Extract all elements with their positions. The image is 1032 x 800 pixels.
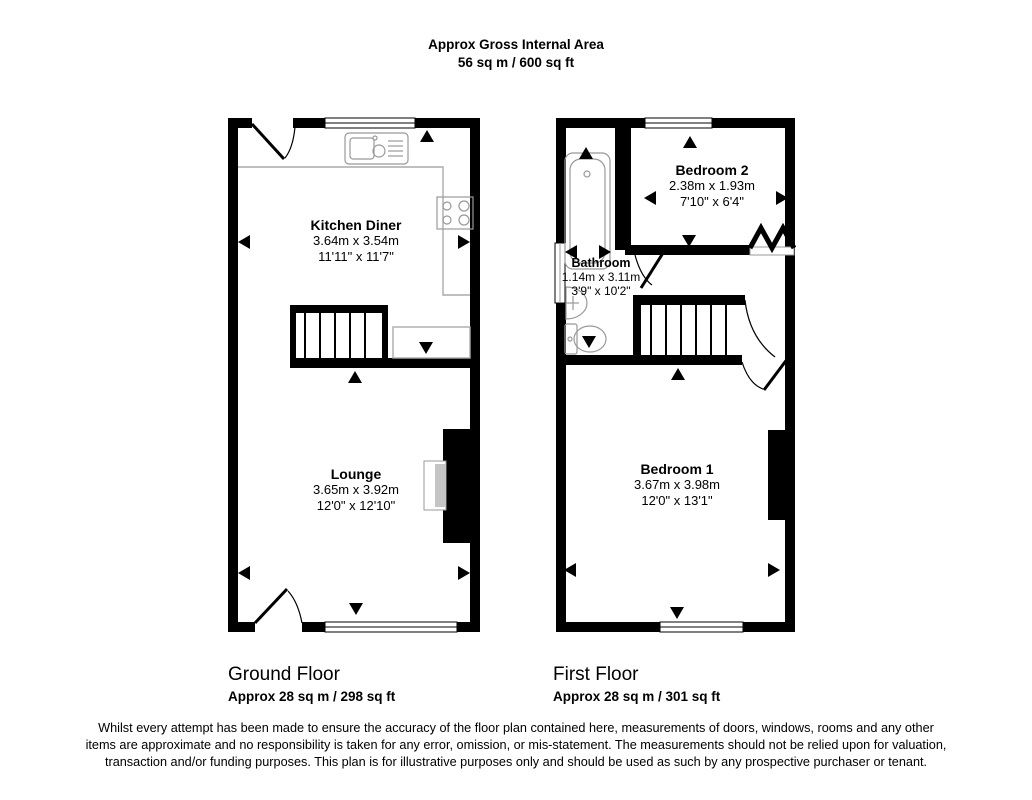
room-dim-metric: 1.14m x 3.11m: [561, 270, 641, 284]
ground-stairs: [290, 305, 388, 358]
room-label-bedroom-1: [634, 461, 720, 509]
lounge-window: [325, 622, 457, 632]
header-area-value: 56 sq m / 600 sq ft: [457, 55, 575, 70]
room-dim-metric: 3.67m x 3.98m: [634, 477, 720, 492]
room-label-kitchen-diner: [310, 217, 401, 265]
lounge-chimney-breast: [424, 429, 470, 543]
floor-name: Ground Floor: [228, 664, 340, 685]
room-dim-metric: 3.65m x 3.92m: [313, 482, 399, 497]
floor-area: Approx 28 sq m / 301 sq ft: [553, 689, 721, 704]
kitchen-window: [325, 118, 415, 128]
ground-floor-plan: [225, 112, 487, 636]
room-name: Bathroom: [571, 256, 631, 270]
bedroom1-chimney-breast: [768, 430, 795, 520]
bedroom2-window: [645, 118, 712, 128]
kitchen-sink: [345, 133, 408, 164]
room-label-bathroom: [562, 256, 640, 298]
ground-measure-arrows: [238, 130, 470, 615]
bedroom1-window: [660, 622, 743, 632]
room-name: Lounge: [330, 466, 382, 482]
front-door: [255, 589, 302, 623]
bedroom1-door: [742, 358, 788, 390]
floor-name: First Floor: [553, 664, 639, 685]
floor-area: Approx 28 sq m / 298 sq ft: [228, 689, 396, 704]
room-dim-imperial: 12'0" x 12'10": [316, 498, 396, 513]
fireplace: [435, 464, 446, 507]
room-dim-metric: 3.64m x 3.54m: [312, 233, 399, 248]
kitchen-door: [252, 124, 295, 159]
room-dim-metric: 2.38m x 1.93m: [669, 178, 755, 193]
room-label-bedroom-2: [669, 162, 755, 210]
room-dim-imperial: 12'0" x 13'1": [641, 493, 713, 508]
room-dim-imperial: 7'10" x 6'4": [679, 194, 745, 209]
room-name: Bedroom 2: [675, 162, 749, 178]
room-dim-imperial: 11'11" x 11'7": [318, 249, 394, 264]
gross-internal-area-header: [0, 36, 1032, 72]
room-dim-imperial: 3'9" x 10'2": [571, 284, 631, 298]
first-floor-caption: [553, 663, 720, 707]
header-title: Approx Gross Internal Area: [428, 37, 604, 52]
room-name: Kitchen Diner: [310, 217, 402, 233]
disclaimer-text: Whilst every attempt has been made to ensure the accuracy of the floor plan contained here, measurements of doors, windows, rooms and any other items are approximate and no responsibility is taken for any error, omission, or mis-statement. The measurements should not be relied upon for valuation, transaction and/or funding purposes. This plan is for illustrative purposes only and should be used as such by any prospective purchaser or tenant.: [85, 721, 947, 769]
ground-floor-caption: [228, 663, 395, 707]
first-stairs: [633, 295, 775, 357]
room-label-lounge: [313, 466, 399, 514]
room-name: Bedroom 1: [640, 461, 714, 477]
